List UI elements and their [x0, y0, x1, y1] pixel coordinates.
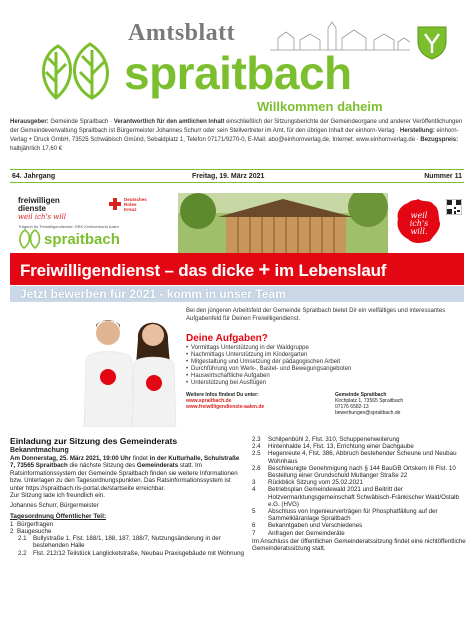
list-item	[252, 436, 466, 443]
article-right-column	[252, 436, 466, 552]
fd-title-1: freiwilligen	[18, 196, 60, 205]
article-signature: Johannes Schurr, Bürgermeister	[10, 502, 99, 510]
list-item: • Durchführung von Werk-, Bastel- und Bewegungsangeboten	[186, 366, 456, 373]
price-label: Bezugspreis:	[420, 137, 459, 143]
leaf-logo-icon	[34, 42, 124, 100]
agenda-number: 5	[252, 508, 256, 516]
list-item	[10, 521, 246, 528]
agenda-number: 2.3	[252, 436, 261, 443]
list-item	[10, 550, 246, 557]
small-leaf-icon	[18, 229, 42, 249]
spraitbach-ad-logo-text: spraitbach	[44, 231, 120, 248]
agenda-text: Betriebsplan Gemeindewald 2021 und Beitritt der Holzvermarktungsgemeinschaft Schwäbisch-Fränkischer Wald/Ostalb e.G. (HVG)	[268, 486, 459, 508]
link-freiwilligendienste[interactable]: www.freiwilligendienste-aalen.de	[186, 404, 265, 410]
production-label: Herstellung:	[399, 128, 435, 134]
publisher-text: Gemeinde Spraitbach ·	[48, 119, 114, 125]
list-item	[10, 528, 246, 535]
contact-address: Kirchplatz 1, 73565 Spraitbach	[335, 398, 404, 404]
agenda-number: 2.6	[252, 464, 261, 472]
list-item	[252, 450, 466, 464]
contact-right-head: Gemeinde Spraitbach	[335, 392, 387, 398]
issue-year: 64. Jahrgang	[12, 173, 56, 180]
meeting-location: in der Kulturhalle, Schulstraße 7, 73565 Spraitbach	[10, 455, 240, 470]
article-title: Einladung zur Sitzung des Gemeinderats	[10, 436, 178, 446]
contact-email[interactable]: bewerbungen@spraitbach.de	[335, 410, 401, 416]
ad-intro: Bei den jüngeren Arbeitsfeld der Gemeinde Spraitbach bietet Dir ein vielfältiges und interessantes Aufgabenfeld für Deinen Freiwilligendienst.	[186, 308, 446, 322]
spraitbach-ad-logo	[18, 229, 120, 254]
p1-text-c: die nächste Sitzung des	[67, 462, 137, 470]
fd-caption: Trägerin für Freiwilligendienste: DRK Kreisverband Aalen	[18, 224, 120, 229]
article-subtitle: Bekanntmachung	[10, 447, 69, 454]
list-item: • Unterstützung bei Ausflügen	[186, 380, 456, 387]
agenda-text: Bürgerfragen	[17, 520, 54, 528]
agenda-text: Anfragen der Gemeinderäte	[268, 529, 345, 537]
red-cross-icon	[109, 198, 121, 210]
closing-note: Im Anschluss der öffentlichen Gemeinderatssitzung findet eine nichtöffentliche Gemeinderatssitzung statt.	[252, 537, 466, 553]
agenda-number: 3	[252, 479, 256, 487]
splash-text: weil ich's will.	[409, 211, 429, 236]
agenda-number: 4	[252, 486, 256, 494]
contact-left-head: Weitere Infos findest Du unter:	[186, 392, 259, 398]
task-list	[186, 345, 456, 387]
publisher-info	[10, 118, 466, 154]
agenda-number: 6	[252, 522, 256, 530]
coat-of-arms-icon	[414, 24, 450, 60]
banner-red-text	[20, 259, 386, 282]
responsible-label: Verantwortlich für den amtlichen Inhalt	[113, 119, 225, 125]
list-item	[252, 508, 466, 522]
drk-line-3: Kreuz	[124, 207, 137, 212]
production-text: einhorn-Verlag + Druck GmbH, 73525 Schwäbisch Gmünd, Sebaldplatz 1, Telefon 07171/9270-0, E-Mail: abo@einhornverlag.de, Internet: www.einhornverlag.de ·	[10, 128, 459, 143]
agenda-number: 2.4	[252, 443, 261, 451]
freiwilligendienste-logo	[18, 197, 118, 229]
link-spraitbach[interactable]: www.spraitbach.de	[186, 398, 232, 404]
list-item	[10, 535, 246, 549]
agenda-text: Bekanntgaben und Verschiedenes	[268, 522, 363, 530]
drk-line-1: Deutsches	[124, 197, 147, 202]
drk-label	[124, 197, 147, 212]
contact-right	[335, 392, 455, 416]
ad-heading: Deine Aufgaben?	[186, 333, 268, 344]
agenda-text: Bullystraße 1, Flst. 188/1, 188, 187, 188/7, Nutzungsänderung in der bestehenden Halle	[33, 535, 221, 550]
drk-line-2: Rotes	[124, 202, 137, 207]
list-item	[252, 486, 466, 508]
list-item	[252, 465, 466, 479]
agenda-text: Baugesuche	[17, 528, 52, 536]
list-item: • Nachmittags Unterstützung im Kindergarten	[186, 352, 456, 359]
title-subtitle: Willkommen daheim	[257, 99, 383, 114]
publisher-label: Herausgeber:	[10, 119, 49, 125]
agenda-number: 1	[10, 520, 14, 528]
agenda-number: 2.1	[18, 535, 27, 543]
contact-phone: 07176 6582-13	[335, 404, 369, 410]
agenda-number: 2	[10, 528, 14, 536]
agenda-title: Tagesordnung Öffentlicher Teil:	[10, 512, 106, 520]
issue-number: Nummer 11	[424, 173, 462, 180]
responsible-text: einschließlich der Sitzungsberichte der Gemeindeorgane und anderer Veröffentlichungen der Gemeindeverwaltung Spraitbach ist Bürgermeister Johannes Schurr oder sein Stellvertreter im Amt, für den übrigen Inhalt der einhorn-Verlag ·	[10, 119, 463, 134]
agenda-number: 7	[252, 529, 256, 537]
article-paragraph-1	[10, 455, 246, 492]
ad-top-strip	[10, 193, 464, 248]
agenda-text: Schilpenbühl 2, Flst. 310, Schuppenerweiterung	[268, 436, 400, 443]
article-paragraph-2: Zur Sitzung lade ich freundlich ein.	[10, 492, 105, 500]
banner-red	[10, 253, 464, 285]
article-left-column	[10, 436, 246, 557]
issue-date: Freitag, 19. März 2021	[192, 173, 265, 180]
list-item	[252, 479, 466, 486]
qr-code-icon	[446, 199, 462, 215]
list-item: • Vormittags Unterstützung in der Waldgruppe	[186, 345, 456, 352]
contact-left	[186, 392, 306, 410]
agenda-text: Rückblick Sitzung vom 25.02.2021	[268, 479, 363, 487]
agenda-list-right	[252, 436, 466, 537]
agenda-text: Hegenreute 4, Flst. 386, Abbruch bestehender Scheune und Neubau Wohnhaus	[268, 450, 457, 465]
volunteer-ad	[10, 193, 464, 427]
banner-blue	[10, 286, 464, 302]
wooden-hut-photo	[178, 193, 388, 261]
agenda-number: 2.5	[252, 450, 261, 458]
list-item	[252, 530, 466, 537]
masthead	[0, 0, 474, 114]
price-text: halbjährlich 17,60 €	[10, 146, 63, 152]
title-amtsblatt: Amtsblatt	[128, 20, 236, 46]
meeting-body: Gemeinderats	[136, 462, 179, 470]
agenda-text: Hintenhalde 14, Flst. 13, Errichtung einer Dachgaube	[268, 443, 414, 451]
issue-bar	[10, 169, 464, 183]
title-main: spraitbach	[124, 47, 352, 99]
agenda-list-left	[10, 521, 246, 557]
p1-text-a: findet	[131, 455, 150, 462]
banner-plus: +	[258, 259, 270, 281]
banner-text-1: Freiwilligendienst – das dicke	[20, 261, 254, 280]
agenda-text: Beschleunigte Genehmigung nach § 144 BauGB Ortskern III Flst. 10 Bestellung einer Grundschuld Mutlanger Straße 22	[268, 464, 456, 480]
agenda-text: Flst. 212/12 Teilstück Langlicketstraße, Neubau Praxisgebäude mit Wohnung	[33, 549, 244, 557]
people-photo	[70, 305, 190, 427]
fd-title-2: dienste	[18, 204, 47, 213]
p1-text-d: statt. Im Ratsinformationssystem der Gemeinde Spraitbach finden sie weitere Informationen bzw. Unterlagen zu den Tagesordnungspunkten. Das Ratsinformationssystem ist unter https://spraitbach.ris-portal.de/startseite erreichbar.	[10, 462, 238, 492]
meeting-date: Am Donnerstag, 25. März 2021, 19:00 Uhr	[10, 455, 132, 462]
banner-blue-text: Jetzt bewerben für 2021 - komm in unser Team	[20, 287, 286, 301]
fd-script: weil ich's will	[18, 213, 66, 221]
list-item	[252, 443, 466, 450]
banner-text-2: im Lebenslauf	[274, 261, 387, 280]
agenda-text: Abschluss von Ingenieurverträgen für Phosphatfällung auf der Sammelkläranlage Spraitbach	[268, 508, 438, 523]
list-item: • Hauswirtschaftliche Aufgaben	[186, 373, 456, 380]
list-item	[252, 522, 466, 529]
list-item: • Mitgestaltung und Umsetzung der pädagogischen Arbeit	[186, 359, 456, 366]
agenda-number: 2.2	[18, 549, 27, 557]
